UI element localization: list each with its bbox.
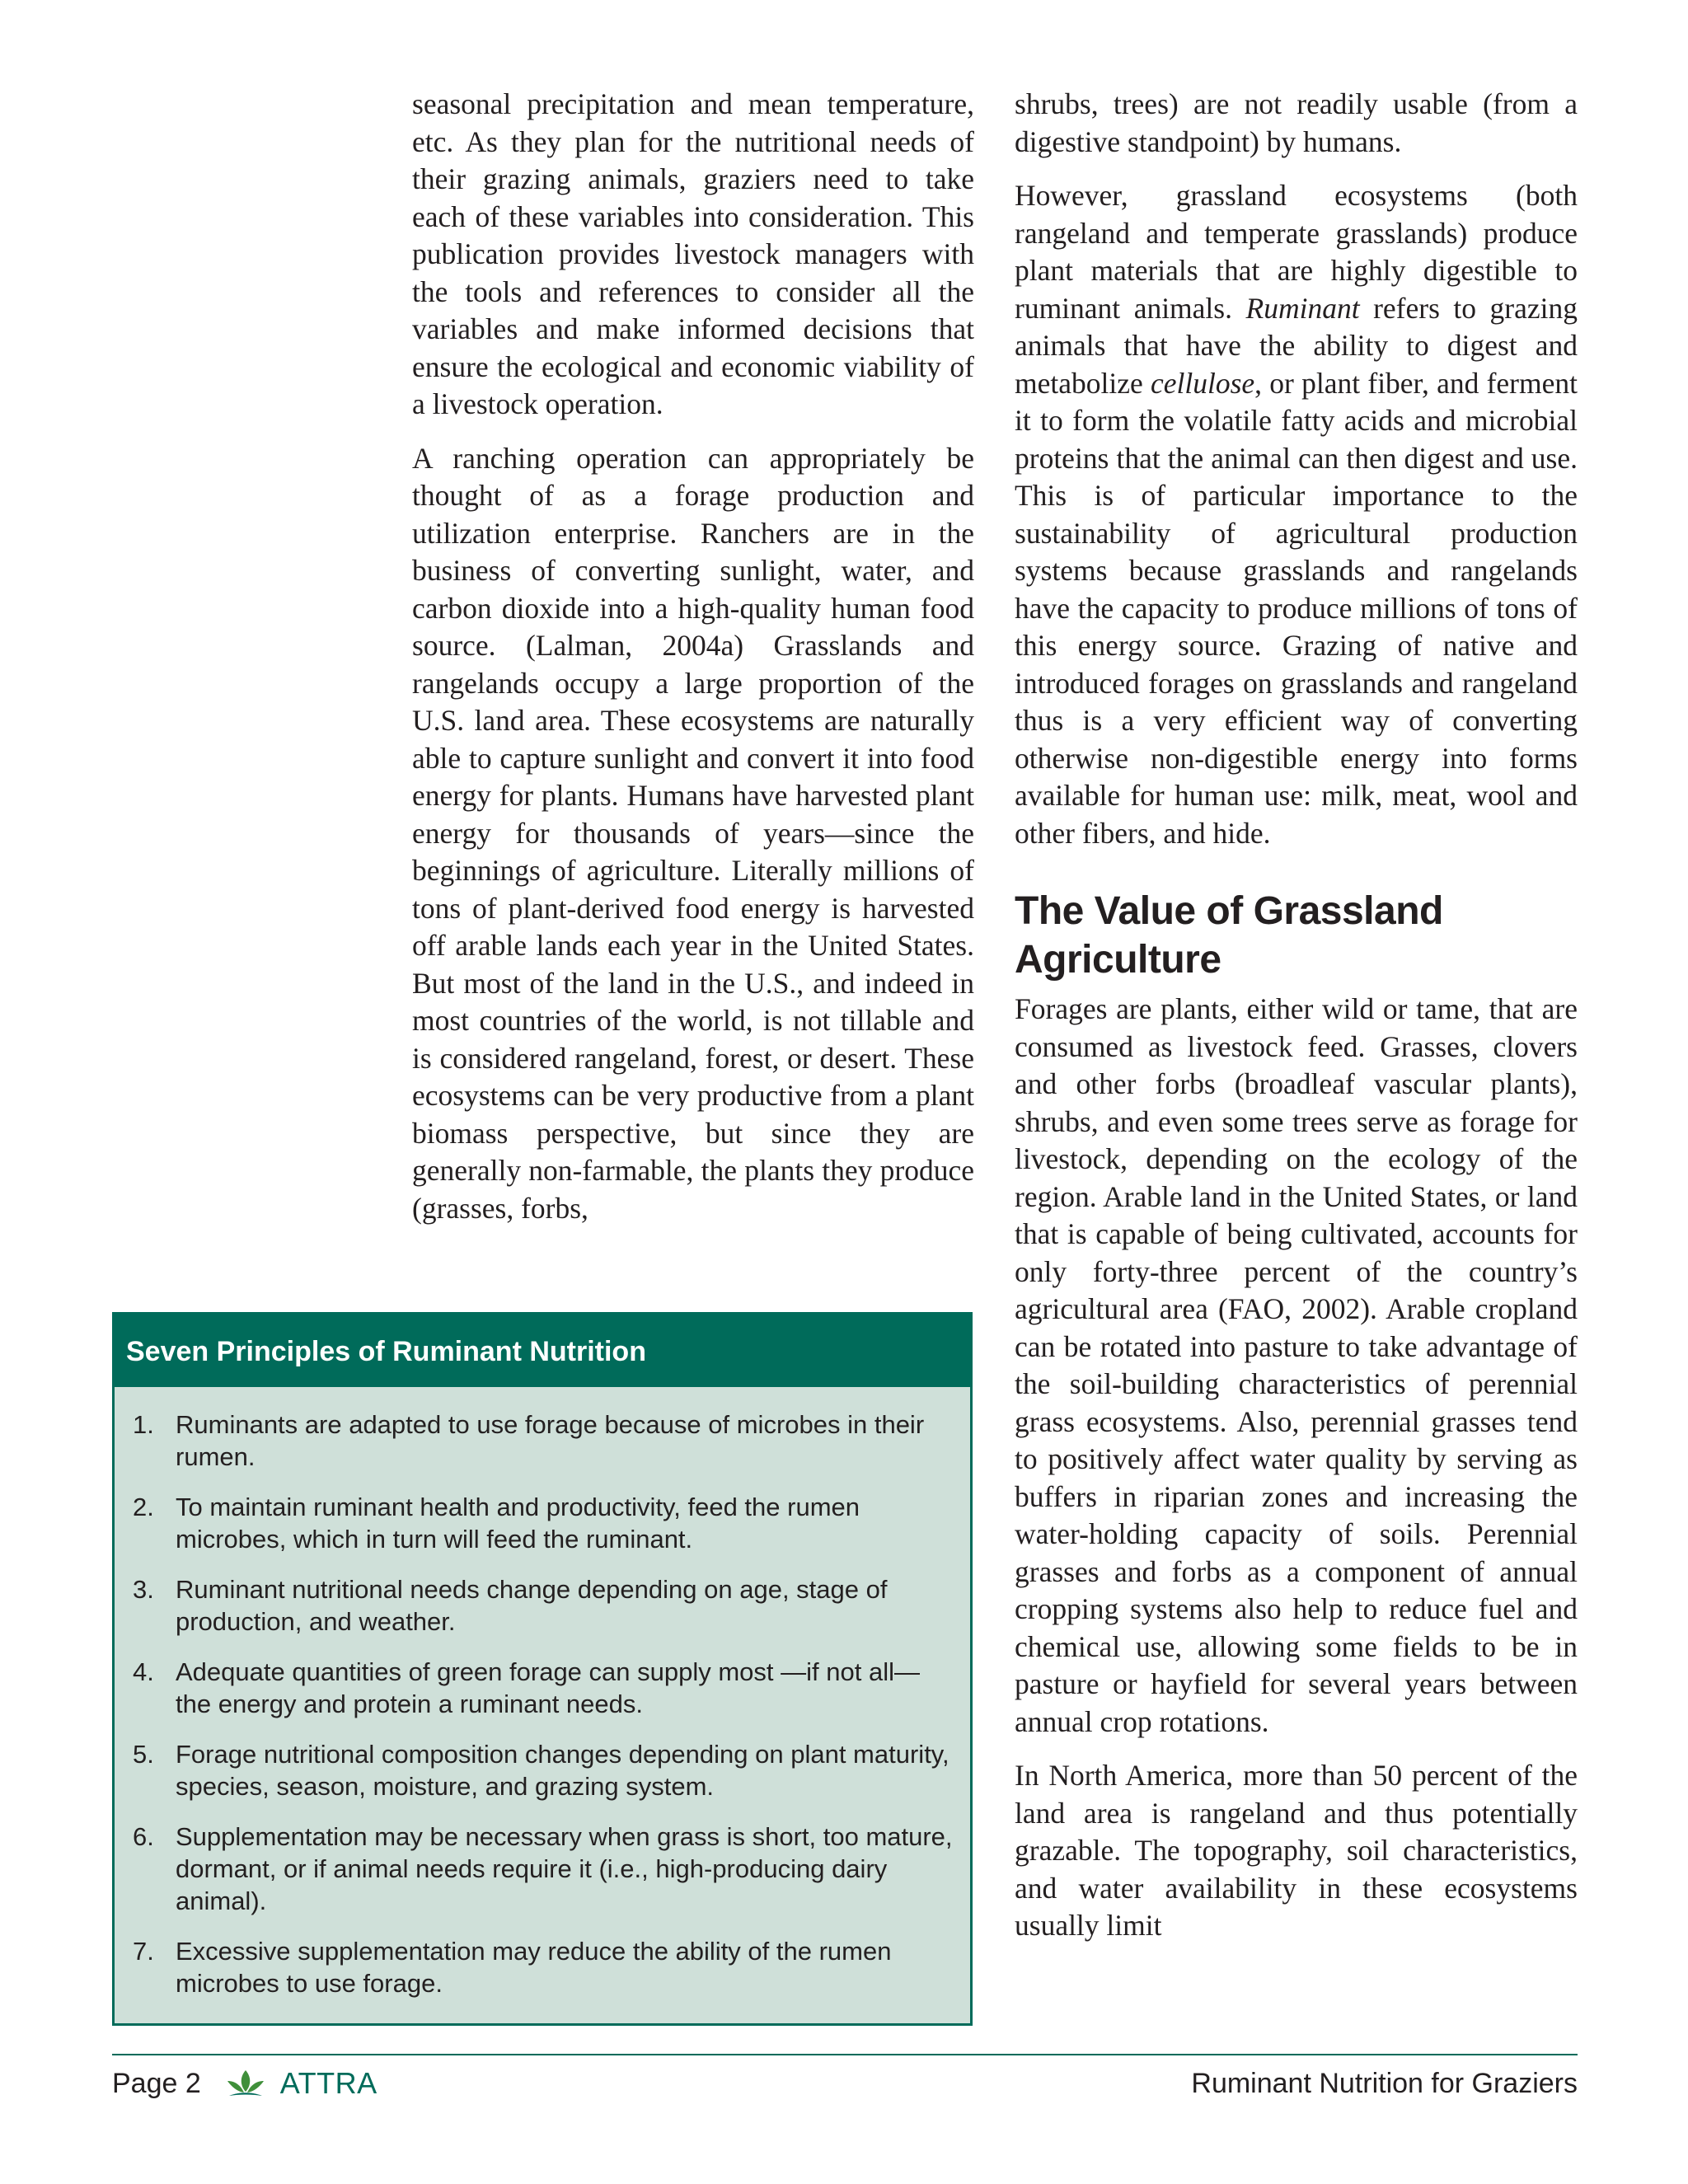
paragraph: In North America, more than 50 percent of the land area is rangeland and thus potentially grazable. The topography, soil characteristics, and water availability in these ecosystems usually limit <box>1015 1759 1578 1942</box>
publication-title: Ruminant Nutrition for Graziers <box>1191 2068 1578 2099</box>
page-number: Page 2 <box>112 2067 201 2099</box>
paragraph: A ranching operation can appropriately be thought of as a forage production and utilization enterprise. Ranchers are in the business of converting sunlight, water, and carbon dioxide into a high-quality human food source. (Lalman, 2004a) Grasslands and rangelands occupy a large proportion of the U.S. land area. These ecosystems are naturally able to capture sunlight and convert it into food energy for plants. Humans have harvested plant energy for thousands of years—since the beginnings of agriculture. Literally millions of tons of plant-derived food energy is harvested off arable lands each year in the United States. But most of the land in the U.S., and indeed in most countries of the world, is not tillable and is considered rangeland, forest, or desert. These ecosystems can be very productive from a plant biomass perspective, but since they are generally non-farmable, the plants they produce (grasses, forbs, <box>412 441 974 1225</box>
list-item <box>133 1573 955 1638</box>
item-text: To maintain ruminant health and productivity, feed the rumen microbes, which in turn will feed the ruminant. <box>176 1493 860 1554</box>
text-run: , or plant fiber, and ferment it to form the volatile fatty acids and microbial proteins that the animal can then digest and use. This is of particular importance to the sustainability of agricultural production systems because grasslands and rangelands have the capacity to produce millions of tons of this energy source. Grazing of native and introduced forages on grasslands and rangeland thus is a very efficient way of converting otherwise non-digestible energy into forms available for human use: milk, meat, wool and other fibers, and hide. <box>1015 366 1578 850</box>
list-item <box>133 1408 955 1473</box>
principles-sidebar <box>112 1312 973 2026</box>
item-number: 3. <box>133 1575 154 1604</box>
paragraph <box>1015 177 1578 852</box>
term-ruminant: Ruminant <box>1245 291 1360 325</box>
item-number: 7. <box>133 1937 154 1966</box>
footer-divider <box>112 2054 1578 2055</box>
leaf-icon <box>224 2067 267 2100</box>
paragraph: seasonal precipitation and mean temperature, etc. As they plan for the nutritional needs of their grazing animals, graziers need to take each of these variables into consideration. This publication provides livestock managers with the tools and references to consider all the variables and make informed decisions that ensure the ecological and economic viability of a livestock operation. <box>412 87 974 420</box>
list-item <box>133 1935 955 1999</box>
item-number: 6. <box>133 1822 154 1851</box>
item-number: 2. <box>133 1493 154 1521</box>
text-run: However, grassland ecosystems (both rangeland and temperate grasslands) produce plant materials that are highly digestible to ruminant animals. <box>1015 179 1578 325</box>
sidebar-title: Seven Principles of Ruminant Nutrition <box>115 1315 970 1387</box>
item-text: Adequate quantities of green forage can supply most —if not all— the energy and protein a ruminant needs. <box>176 1657 920 1718</box>
item-text: Supplementation may be necessary when grass is short, too mature, dormant, or if animal needs require it (i.e., high-producing dairy animal). <box>176 1822 953 1915</box>
section-heading: The Value of Grassland Agriculture <box>1015 889 1443 982</box>
attra-brand: ATTRA <box>279 2066 377 2100</box>
paragraph: Forages are plants, either wild or tame, that are consumed as livestock feed. Grasses, clovers and other forbs (broadleaf vascular plants), shrubs, and even some trees serve as forage for livestock, depending on the ecology of the region. Arable land in the United States, or land that is capable of being cultivated, accounts for only forty-three percent of the country’s agricultural area (FAO, 2002). Arable cropland can be rotated into pasture to take advantage of the soil-building characteristics of perennial grass ecosystems. Also, perennial grasses tend to positively affect water quality by serving as buffers in riparian zones and increasing the water-holding capacity of soils. Perennial grasses and forbs as a component of annual cropping systems also help to reduce fuel and chemical use, allowing some fields to be in pasture or hayfield for several years between annual crop rotations. <box>1015 992 1578 1738</box>
column-right <box>1015 86 1578 1961</box>
principles-list <box>115 1387 970 1999</box>
item-number: 1. <box>133 1410 154 1439</box>
item-text: Ruminants are adapted to use forage because of microbes in their rumen. <box>176 1410 925 1471</box>
term-cellulose: cellulose <box>1150 366 1255 400</box>
item-number: 4. <box>133 1657 154 1686</box>
item-text: Forage nutritional composition changes depending on plant maturity, species, season, moisture, and grazing system. <box>176 1740 950 1801</box>
item-text: Ruminant nutritional needs change depending on age, stage of production, and weather. <box>176 1575 888 1636</box>
column-middle <box>412 86 974 1244</box>
item-text: Excessive supplementation may reduce the ability of the rumen microbes to use forage. <box>176 1937 892 1998</box>
list-item <box>133 1821 955 1917</box>
text-run: refers to grazing animals that have the ability to digest and metabolize <box>1015 291 1578 400</box>
item-number: 5. <box>133 1740 154 1769</box>
list-item <box>133 1491 955 1555</box>
list-item <box>133 1656 955 1720</box>
list-item <box>133 1738 955 1802</box>
paragraph: shrubs, trees) are not readily usable (from a digestive standpoint) by humans. <box>1015 87 1578 158</box>
footer-left <box>112 2064 377 2102</box>
